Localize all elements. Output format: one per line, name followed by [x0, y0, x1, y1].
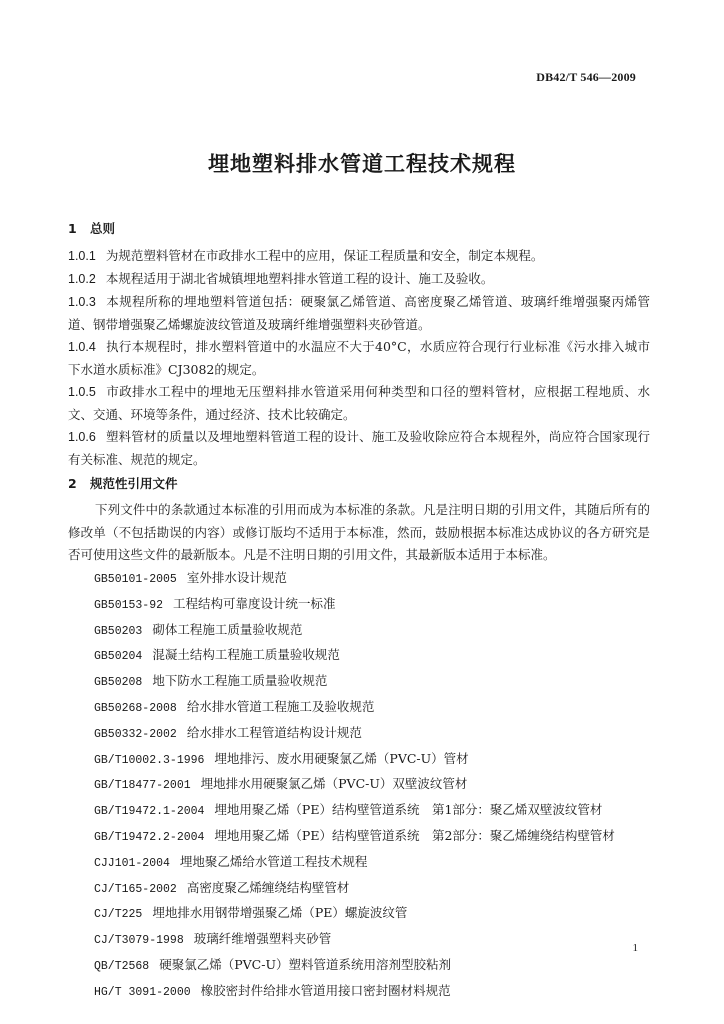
reference-code: QB/T2568 [94, 959, 150, 973]
reference-code: GB50101-2005 [94, 573, 177, 586]
reference-code: GB50208 [94, 676, 143, 690]
list-item [94, 876, 615, 902]
clause-number: 1.0.4 [68, 340, 96, 354]
list-item [94, 643, 615, 669]
section-title: 总则 [90, 221, 116, 236]
reference-title: 埋地排污、废水用硬聚氯乙烯（PVC-U）管材 [214, 750, 469, 766]
list-item [94, 901, 615, 927]
reference-title: 室外排水设计规范 [186, 570, 287, 585]
document-title: 埋地塑料排水管道工程技术规程 [208, 152, 516, 176]
list-item [94, 979, 615, 1005]
reference-code: GB50268-2008 [94, 701, 177, 715]
section-number: 2 [68, 476, 77, 491]
reference-title: 埋地用聚乙烯（PE）结构壁管道系统 第1部分：聚乙烯双壁波纹管材 [214, 802, 603, 818]
reference-code: GB/T18477-2001 [94, 779, 191, 793]
reference-code: GB50203 [94, 624, 143, 638]
reference-title: 玻璃纤维增强塑料夹砂管 [193, 931, 332, 947]
clause-number: 1.0.3 [68, 295, 96, 309]
list-item [94, 772, 615, 798]
list-item [94, 695, 615, 721]
reference-code: GB/T19472.1-2004 [94, 805, 205, 819]
clause-text: 执行本规程时，排水塑料管道中的水温应不大于40°C，水质应符合现行行业标准《污水排入城市下水道水质标准》CJ3082的规定。 [68, 339, 650, 377]
page-number: 1 [632, 942, 638, 954]
list-item [94, 850, 615, 876]
reference-title: 埋地聚乙烯给水管道工程技术规程 [179, 853, 368, 869]
list-item [94, 618, 615, 644]
section-2-heading [68, 474, 178, 492]
reference-code: GB50204 [94, 650, 143, 664]
reference-title: 橡胶密封件给排水管道用接口密封圈材料规范 [200, 982, 451, 998]
reference-title: 埋地排水用硬聚氯乙烯（PVC-U）双壁波纹管材 [200, 776, 468, 792]
reference-title: 混凝土结构工程施工质量验收规范 [152, 647, 340, 663]
clause-text: 为规范塑料管材在市政排水工程中的应用，保证工程质量和安全，制定本规程。 [105, 248, 544, 263]
reference-title: 高密度聚乙烯缠绕结构壁管材 [186, 879, 350, 895]
reference-code: CJ/T3079-1998 [94, 934, 184, 948]
reference-code: GB50332-2002 [94, 727, 177, 741]
clause-number: 1.0.2 [68, 272, 96, 286]
clause-1-0-2 [68, 268, 650, 291]
reference-title: 地下防水工程施工质量验收规范 [152, 673, 328, 689]
clause-1-0-6 [68, 426, 650, 471]
section-1-heading [68, 219, 115, 237]
reference-title: 砌体工程施工质量验收规范 [152, 621, 303, 637]
list-item [94, 721, 615, 747]
section-title: 规范性引用文件 [90, 476, 178, 491]
clause-number: 1.0.5 [68, 385, 96, 399]
list-item [94, 798, 615, 824]
standard-code: DB42/T 546—2009 [536, 70, 636, 84]
clause-number: 1.0.1 [68, 249, 96, 263]
clause-text: 本规程所称的埋地塑料管道包括：硬聚氯乙烯管道、高密度聚乙烯管道、玻璃纤维增强聚丙烯管道、钢带增强聚乙烯螺旋波纹管道及玻璃纤维增强塑料夹砂管道。 [68, 294, 650, 332]
reference-title: 硬聚氯乙烯（PVC-U）塑料管道系统用溶剂型胶粘剂 [159, 956, 451, 972]
clause-text: 塑料管材的质量以及埋地塑料管道工程的设计、施工及验收除应符合本规程外，尚应符合国家现行有关标准、规范的规定。 [68, 429, 650, 467]
reference-list [94, 566, 615, 1005]
list-item [94, 566, 615, 592]
reference-code: HG/T 3091-2000 [94, 985, 191, 999]
list-item [94, 669, 615, 695]
reference-title: 工程结构可靠度设计统一标准 [173, 595, 336, 611]
reference-code: GB/T10002.3-1996 [94, 753, 205, 767]
list-item [94, 953, 615, 979]
list-item [94, 747, 615, 773]
list-item [94, 824, 615, 850]
list-item [94, 592, 615, 618]
clause-text: 市政排水工程中的埋地无压塑料排水管道采用何种类型和口径的塑料管材，应根据工程地质、水文、交通、环境等条件，通过经济、技术比较确定。 [68, 384, 650, 422]
reference-code: GB50153-92 [94, 598, 164, 612]
clause-text: 本规程适用于湖北省城镇埋地塑料排水管道工程的设计、施工及验收。 [105, 271, 494, 286]
clause-1-0-3 [68, 291, 650, 336]
reference-title: 埋地排水用钢带增强聚乙烯（PE）螺旋波纹管 [152, 905, 408, 921]
section-number: 1 [68, 221, 77, 236]
reference-code: CJ/T225 [94, 908, 143, 922]
clause-1-0-1 [68, 245, 650, 268]
reference-code: CJJ101-2004 [94, 856, 170, 870]
clause-1-0-4 [68, 336, 650, 381]
clause-1-0-5 [68, 381, 650, 426]
clause-number: 1.0.6 [68, 430, 96, 444]
reference-code: CJ/T165-2002 [94, 882, 177, 896]
reference-title: 给水排水管道工程施工及验收规范 [186, 698, 375, 714]
references-intro: 下列文件中的条款通过本标准的引用而成为本标准的条款。凡是注明日期的引用文件，其随后所有的修改单（不包括勘误的内容）或修订版均不适用于本标准，然而，鼓励根据本标准达成协议的各方研究是否可使用这些文件的最新版本。凡是不注明日期的引用文件，其最新版本适用于本标准。 [68, 502, 650, 562]
reference-title: 埋地用聚乙烯（PE）结构壁管道系统 第2部分：聚乙烯缠绕结构壁管材 [214, 827, 615, 843]
reference-title: 给水排水工程管道结构设计规范 [186, 724, 362, 740]
list-item [94, 927, 615, 953]
reference-code: GB/T19472.2-2004 [94, 830, 205, 844]
